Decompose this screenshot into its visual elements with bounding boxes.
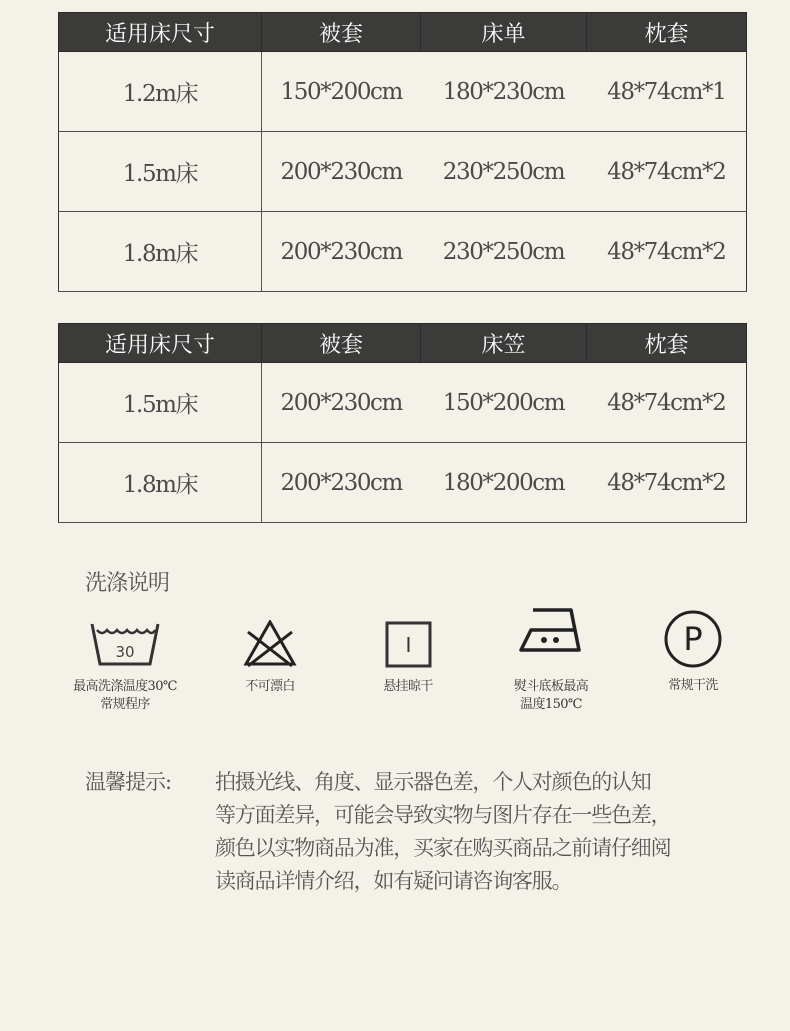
table-cell: 200*230cm [262, 132, 421, 212]
table-cell: 1.8m床 [59, 212, 262, 292]
wash-label: 熨斗底板最高 [513, 679, 589, 694]
notice-line: 颜色以实物商品为准，买家在购买商品之前请仔细阅 [215, 836, 671, 860]
table-cell: 1.8m床 [59, 443, 262, 523]
header-bed-size: 适用床尺寸 [59, 324, 262, 363]
iron-icon [519, 606, 583, 654]
wash-label: 温度150℃ [520, 697, 582, 712]
size-table-2 [58, 323, 747, 523]
header-duvet-cover: 被套 [262, 324, 421, 363]
table-cell: 1.2m床 [59, 52, 262, 132]
header-pillowcase: 枕套 [587, 13, 747, 52]
wash-item-dry-clean [643, 609, 743, 695]
notice-text [215, 766, 715, 898]
no-bleach-icon [242, 620, 298, 668]
table-cell: 150*200cm [421, 363, 587, 443]
wash-item-iron [496, 606, 606, 714]
wash-item-30 [60, 620, 190, 714]
notice-line: 等方面差异，可能会导致实物与图片存在一些色差， [215, 803, 671, 827]
table-cell: 200*230cm [262, 363, 421, 443]
table-cell: 48*74cm*2 [587, 363, 747, 443]
size-table-1 [58, 12, 747, 292]
table-cell: 48*74cm*2 [587, 212, 747, 292]
table-row [59, 52, 747, 132]
table-cell: 1.5m床 [59, 363, 262, 443]
table-cell: 180*200cm [421, 443, 587, 523]
wash-label: 不可漂白 [245, 679, 295, 694]
notice-label: 温馨提示: [85, 770, 172, 794]
wash-label: 常规程序 [100, 697, 150, 712]
header-bed-sheet: 床单 [421, 13, 587, 52]
table-cell: 200*230cm [262, 443, 421, 523]
table-cell: 48*74cm*2 [587, 443, 747, 523]
table-row [59, 212, 747, 292]
table-header-row [59, 324, 747, 363]
table-header-row [59, 13, 747, 52]
table-cell: 48*74cm*1 [587, 52, 747, 132]
header-fitted-sheet: 床笠 [421, 324, 587, 363]
notice-line: 读商品详情介绍，如有疑问请咨询客服。 [215, 869, 572, 893]
wash-label: 最高洗涤温度30℃ [73, 679, 177, 694]
wash-item-no-bleach [220, 620, 320, 696]
table-cell: 48*74cm*2 [587, 132, 747, 212]
table-row [59, 443, 747, 523]
wash-label: 常规干洗 [668, 678, 718, 693]
wash-instructions-title: 洗涤说明 [85, 571, 170, 596]
hang-dry-mark: I [405, 633, 412, 657]
table-cell: 230*250cm [421, 212, 587, 292]
notice-line: 拍摄光线、角度、显示器色差，个人对颜色的认知 [215, 770, 651, 794]
table-row [59, 363, 747, 443]
wash-temp-number: 30 [115, 643, 135, 661]
wash-30-icon [90, 620, 160, 668]
wash-label: 悬挂晾干 [383, 679, 433, 694]
table-cell: 180*230cm [421, 52, 587, 132]
dry-clean-p-icon [663, 609, 723, 669]
table-cell: 1.5m床 [59, 132, 262, 212]
wash-item-hang-dry [358, 620, 458, 696]
table-row [59, 132, 747, 212]
table-cell: 150*200cm [262, 52, 421, 132]
header-duvet-cover: 被套 [262, 13, 421, 52]
hang-dry-icon [384, 620, 432, 668]
table-cell: 200*230cm [262, 212, 421, 292]
dry-clean-mark: P [683, 620, 703, 658]
header-bed-size: 适用床尺寸 [59, 13, 262, 52]
table-cell: 230*250cm [421, 132, 587, 212]
header-pillowcase: 枕套 [587, 324, 747, 363]
